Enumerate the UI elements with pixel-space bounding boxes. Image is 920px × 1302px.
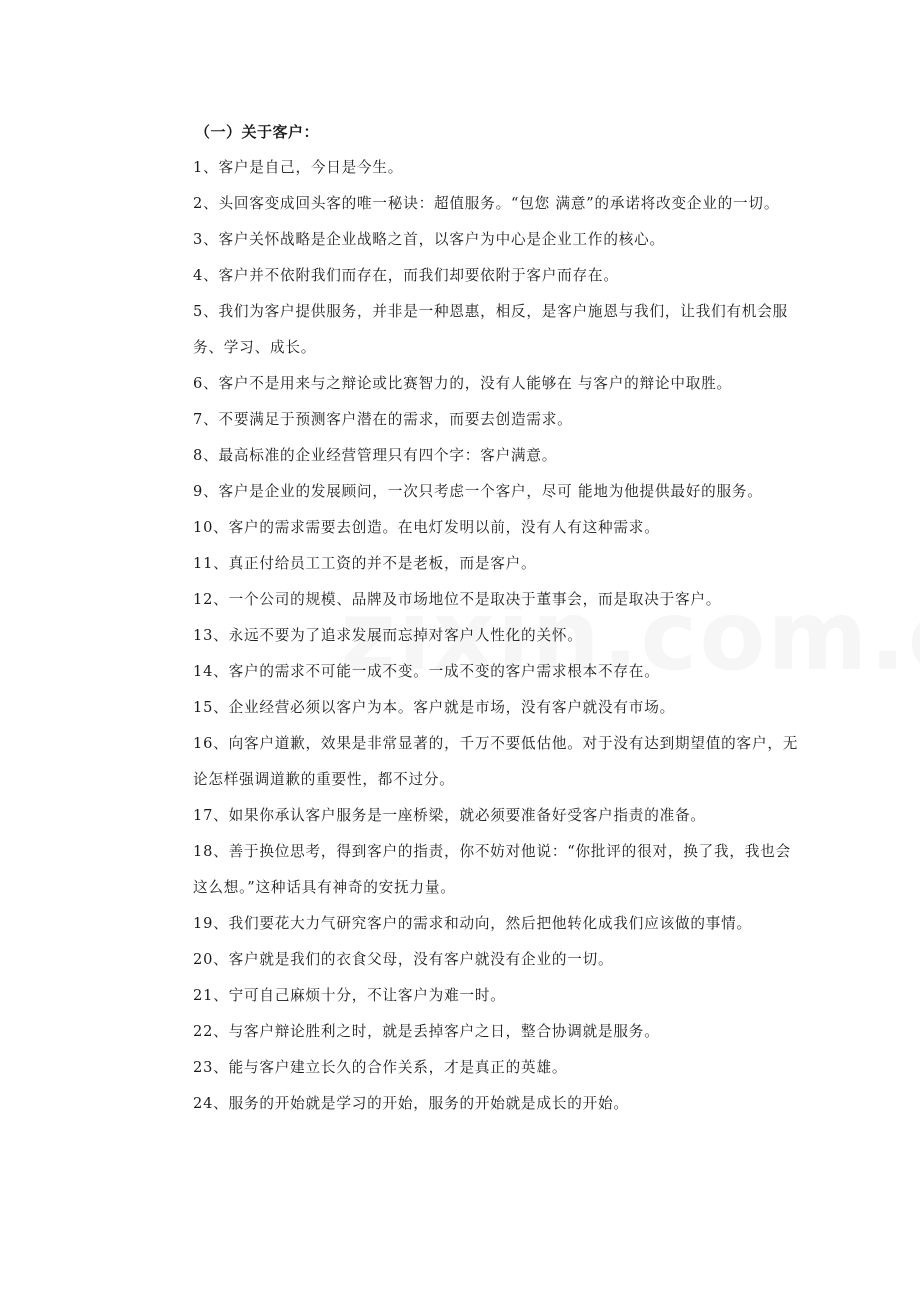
- list-item: 4、客户并不依附我们而存在，而我们却要依附于客户而存在。: [193, 267, 619, 284]
- list-item: 17、如果你承认客户服务是一座桥梁，就必须要准备好受客户指责的准备。: [193, 807, 706, 824]
- list-item: 10、客户的需求需要去创造。在电灯发明以前，没有人有这种需求。: [193, 519, 660, 536]
- list-item: 21、宁可自己麻烦十分，不让客户为难一时。: [193, 987, 506, 1004]
- list-item: 9、客户是企业的发展顾问，一次只考虑一个客户，尽可 能地为他提供最好的服务。: [193, 483, 763, 500]
- list-item: 18、善于换位思考，得到客户的指责，你不妨对他说：“你批评的很对，换了我，我也会这么想。”这种话具有神奇的安抚力量。: [193, 843, 792, 896]
- list-item: 13、永远不要为了追求发展而忘掉对客户人性化的关怀。: [193, 627, 583, 644]
- list-item: 5、我们为客户提供服务，并非是一种恩惠，相反，是客户施恩与我们，让我们有机会服务、学习、成长。: [193, 303, 789, 356]
- document-body: [193, 114, 803, 1122]
- quote-list: [193, 150, 803, 1122]
- list-item: 8、最高标准的企业经营管理只有四个字：客户满意。: [193, 447, 558, 464]
- list-item: 6、客户不是用来与之辩论或比赛智力的，没有人能够在 与客户的辩论中取胜。: [193, 375, 732, 392]
- list-item: 12、一个公司的规模、品牌及市场地位不是取决于董事会，而是取决于客户。: [193, 591, 722, 608]
- section-heading: （一）关于客户：: [195, 123, 320, 141]
- list-item: 19、我们要花大力气研究客户的需求和动向，然后把他转化成我们应该做的事情。: [193, 915, 752, 932]
- list-item: 24、服务的开始就是学习的开始，服务的开始就是成长的开始。: [193, 1095, 629, 1112]
- list-item: 1、客户是自己，今日是今生。: [193, 159, 404, 176]
- list-item: 23、能与客户建立长久的合作关系，才是真正的英雄。: [193, 1059, 568, 1076]
- list-item: 16、向客户道歉，效果是非常显著的，千万不要低估他。对于没有达到期望值的客户，无论怎样强调道歉的重要性，都不过分。: [193, 735, 799, 788]
- list-item: 20、客户就是我们的衣食父母，没有客户就没有企业的一切。: [193, 951, 614, 968]
- list-item: 22、与客户辩论胜利之时，就是丢掉客户之日，整合协调就是服务。: [193, 1023, 660, 1040]
- list-item: 2、头回客变成回头客的唯一秘诀：超值服务。“包您 满意”的承诺将改变企业的一切。: [193, 195, 780, 212]
- list-item: 11、真正付给员工工资的并不是老板，而是客户。: [193, 555, 537, 572]
- list-item: 3、客户关怀战略是企业战略之首，以客户为中心是企业工作的核心。: [193, 231, 665, 248]
- list-item: 15、企业经营必须以客户为本。客户就是市场，没有客户就没有市场。: [193, 699, 675, 716]
- list-item: 7、不要满足于预测客户潜在的需求，而要去创造需求。: [193, 411, 573, 428]
- list-item: 14、客户的需求不可能一成不变。一成不变的客户需求根本不存在。: [193, 663, 660, 680]
